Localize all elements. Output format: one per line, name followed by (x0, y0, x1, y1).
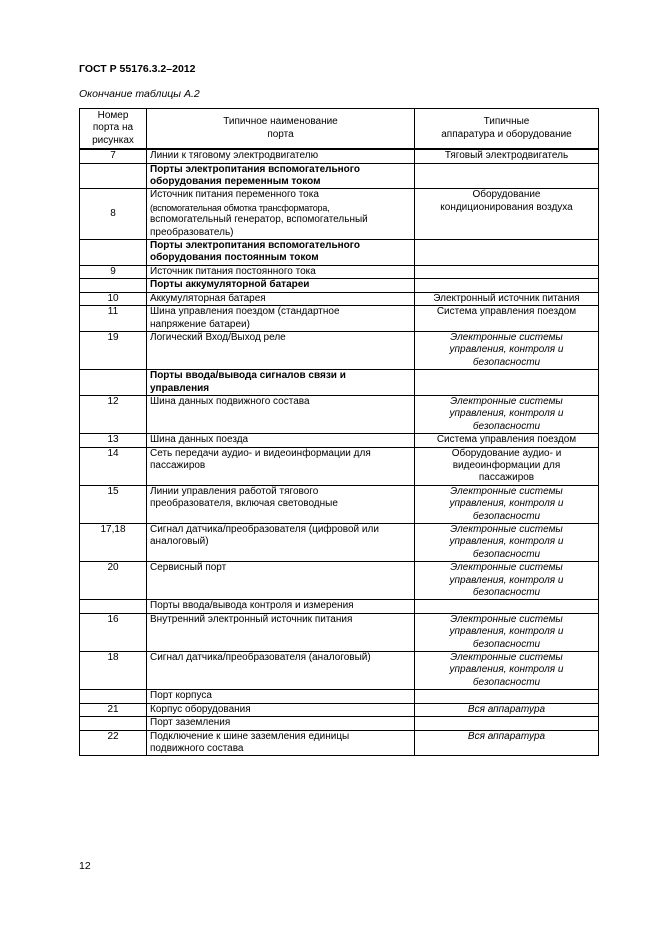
empty-cell (80, 717, 147, 730)
text-line: Электронные системы (450, 524, 563, 535)
header-line: Типичные (483, 116, 530, 128)
header-line: аппаратура и оборудование (441, 128, 572, 140)
text-line: Сеть передачи аудио- и видеоинформации для (150, 447, 371, 459)
port-number: 7 (80, 149, 147, 163)
table-row (80, 292, 599, 305)
table-row (80, 703, 599, 716)
text-line: (вспомогательная обмотка трансформатора, (150, 202, 330, 213)
table-row (80, 447, 599, 485)
table-row (80, 652, 599, 690)
empty-cell (415, 370, 599, 396)
text-line: Электронные системы (450, 562, 563, 574)
empty-cell (415, 163, 599, 189)
text-line: напряжение батареи) (150, 318, 250, 330)
empty-cell (415, 690, 599, 703)
section-row (80, 279, 599, 292)
empty-cell (80, 279, 147, 292)
text-line: Электронные системы (450, 652, 563, 664)
ports-table (79, 108, 599, 756)
port-name (147, 524, 415, 562)
port-number: 14 (80, 447, 147, 485)
equipment (415, 562, 599, 600)
section-title: Порт заземления (147, 717, 415, 730)
text-line: Оборудование (472, 189, 541, 201)
text-line: безопасности (472, 548, 541, 560)
equipment: Электронный источник питания (415, 292, 599, 305)
table-row (80, 524, 599, 562)
table-row (80, 613, 599, 651)
port-number: 16 (80, 613, 147, 651)
text-line: кондиционирования воздуха (440, 201, 573, 213)
section-row (80, 370, 599, 396)
port-name: Корпус оборудования (147, 703, 415, 716)
equipment (415, 485, 599, 523)
port-name (147, 485, 415, 523)
table-row (80, 331, 599, 369)
text-line: Электронные системы (450, 331, 563, 343)
port-number: 11 (80, 306, 147, 332)
port-name: Шина данных подвижного состава (147, 395, 415, 433)
text-line: управления, контроля и (449, 664, 564, 676)
header-port-name (147, 109, 415, 150)
port-number: 13 (80, 434, 147, 447)
section-title (147, 370, 415, 396)
table-row (80, 434, 599, 447)
header-line: порта (267, 128, 294, 140)
empty-cell (80, 240, 147, 266)
table-row (80, 189, 599, 240)
section-row (80, 240, 599, 266)
text-line: безопасности (472, 676, 541, 688)
text-line: управления, контроля и (449, 498, 564, 510)
equipment (415, 395, 599, 433)
equipment (415, 331, 599, 369)
text-line: преобразователь) (150, 226, 234, 238)
text-line: Электронные системы (450, 485, 563, 497)
text-line: Оборудование аудио- и (451, 447, 562, 459)
section-row (80, 690, 599, 703)
text-line: преобразователя, включая световодные (150, 498, 338, 510)
text-line: Порты ввода/вывода сигналов связи и (150, 370, 346, 382)
text-line: подвижного состава (150, 742, 244, 754)
port-name (147, 306, 415, 332)
page-number: 12 (79, 860, 91, 872)
port-number: 12 (80, 395, 147, 433)
section-title: Порты аккумуляторной батареи (147, 279, 415, 292)
equipment (415, 447, 599, 485)
table-row (80, 395, 599, 433)
empty-cell (415, 600, 599, 613)
table-row (80, 306, 599, 332)
text-line: Электронные системы (450, 613, 563, 625)
text-line: управления, контроля и (449, 408, 564, 420)
text-line: безопасности (472, 356, 541, 368)
text-line: Порты электропитания вспомогательного (150, 240, 360, 252)
empty-cell (80, 600, 147, 613)
table-caption: Окончание таблицы А.2 (79, 88, 200, 100)
header-equipment (415, 109, 599, 150)
port-name: Линии к тяговому электродвигателю (147, 149, 415, 163)
text-line: Сигнал датчика/преобразователя (цифровой или (150, 524, 379, 535)
table-row (80, 562, 599, 600)
empty-cell (80, 690, 147, 703)
text-line: безопасности (472, 510, 541, 522)
equipment: Тяговый электродвигатель (415, 149, 599, 163)
table-row (80, 149, 599, 163)
text-line: управления, контроля и (449, 536, 564, 548)
port-name (147, 730, 415, 756)
port-name: Внутренний электронный источник питания (147, 613, 415, 651)
text-line: управления (150, 382, 210, 394)
table-header-row (80, 109, 599, 150)
port-name: Сервисный порт (147, 562, 415, 600)
text-line: Линии управления работой тягового (150, 485, 319, 497)
header-line: рисунках (92, 134, 134, 146)
text-line: аналоговый) (150, 536, 209, 548)
port-number: 18 (80, 652, 147, 690)
header-port-number (80, 109, 147, 150)
text-line: безопасности (472, 587, 541, 599)
section-row (80, 717, 599, 730)
equipment (415, 524, 599, 562)
text-line: вспомогательный генератор, вспомогательный (150, 214, 368, 226)
section-row (80, 600, 599, 613)
text-line: Источник питания переменного тока (150, 189, 319, 201)
text-line: оборудования переменным током (150, 176, 321, 188)
port-name: Сигнал датчика/преобразователя (аналоговый) (147, 652, 415, 690)
equipment (415, 265, 599, 278)
port-number: 17,18 (80, 524, 147, 562)
equipment: Вся аппаратура (415, 703, 599, 716)
port-number: 19 (80, 331, 147, 369)
table-row (80, 265, 599, 278)
port-number: 15 (80, 485, 147, 523)
section-title (147, 163, 415, 189)
section-title: Порт корпуса (147, 690, 415, 703)
text-line: пассажиров (478, 472, 535, 484)
port-number: 8 (80, 189, 147, 240)
text-line: пассажиров (150, 459, 206, 471)
port-number: 22 (80, 730, 147, 756)
text-line: безопасности (472, 638, 541, 650)
section-title: Порты ввода/вывода контроля и измерения (147, 600, 415, 613)
port-name: Логический Вход/Выход реле (147, 331, 415, 369)
text-line: Электронные системы (450, 395, 563, 407)
header-line: Номер (97, 110, 129, 121)
table-row (80, 485, 599, 523)
port-name: Шина данных поезда (147, 434, 415, 447)
section-title (147, 240, 415, 266)
section-row (80, 163, 599, 189)
text-line: Порты электропитания вспомогательного (150, 163, 360, 175)
equipment (415, 189, 599, 240)
equipment: Система управления поездом (415, 306, 599, 332)
empty-cell (80, 370, 147, 396)
header-line: Типичное наименование (223, 116, 338, 128)
standard-code: ГОСТ Р 55176.3.2–2012 (79, 63, 196, 75)
port-number: 21 (80, 703, 147, 716)
text-line: Шина управления поездом (стандартное (150, 306, 340, 318)
text-line: оборудования постоянным током (150, 252, 319, 264)
text-line: Подключение к шине заземления единицы (150, 730, 350, 742)
empty-cell (80, 163, 147, 189)
text-line: видеоинформации для (452, 459, 561, 471)
empty-cell (415, 240, 599, 266)
text-line: безопасности (472, 420, 541, 432)
equipment (415, 652, 599, 690)
empty-cell (415, 717, 599, 730)
port-name: Аккумуляторная батарея (147, 292, 415, 305)
header-line: порта на (92, 122, 134, 134)
equipment (415, 613, 599, 651)
text-line: управления, контроля и (449, 574, 564, 586)
table-row (80, 730, 599, 756)
port-number: 10 (80, 292, 147, 305)
empty-cell (415, 279, 599, 292)
port-number: 9 (80, 265, 147, 278)
port-name: Источник питания постоянного тока (147, 265, 415, 278)
equipment: Вся аппаратура (415, 730, 599, 756)
port-number: 20 (80, 562, 147, 600)
port-name (147, 447, 415, 485)
text-line: управления, контроля и (449, 344, 564, 356)
port-name (147, 189, 415, 240)
equipment: Система управления поездом (415, 434, 599, 447)
text-line: управления, контроля и (449, 626, 564, 638)
